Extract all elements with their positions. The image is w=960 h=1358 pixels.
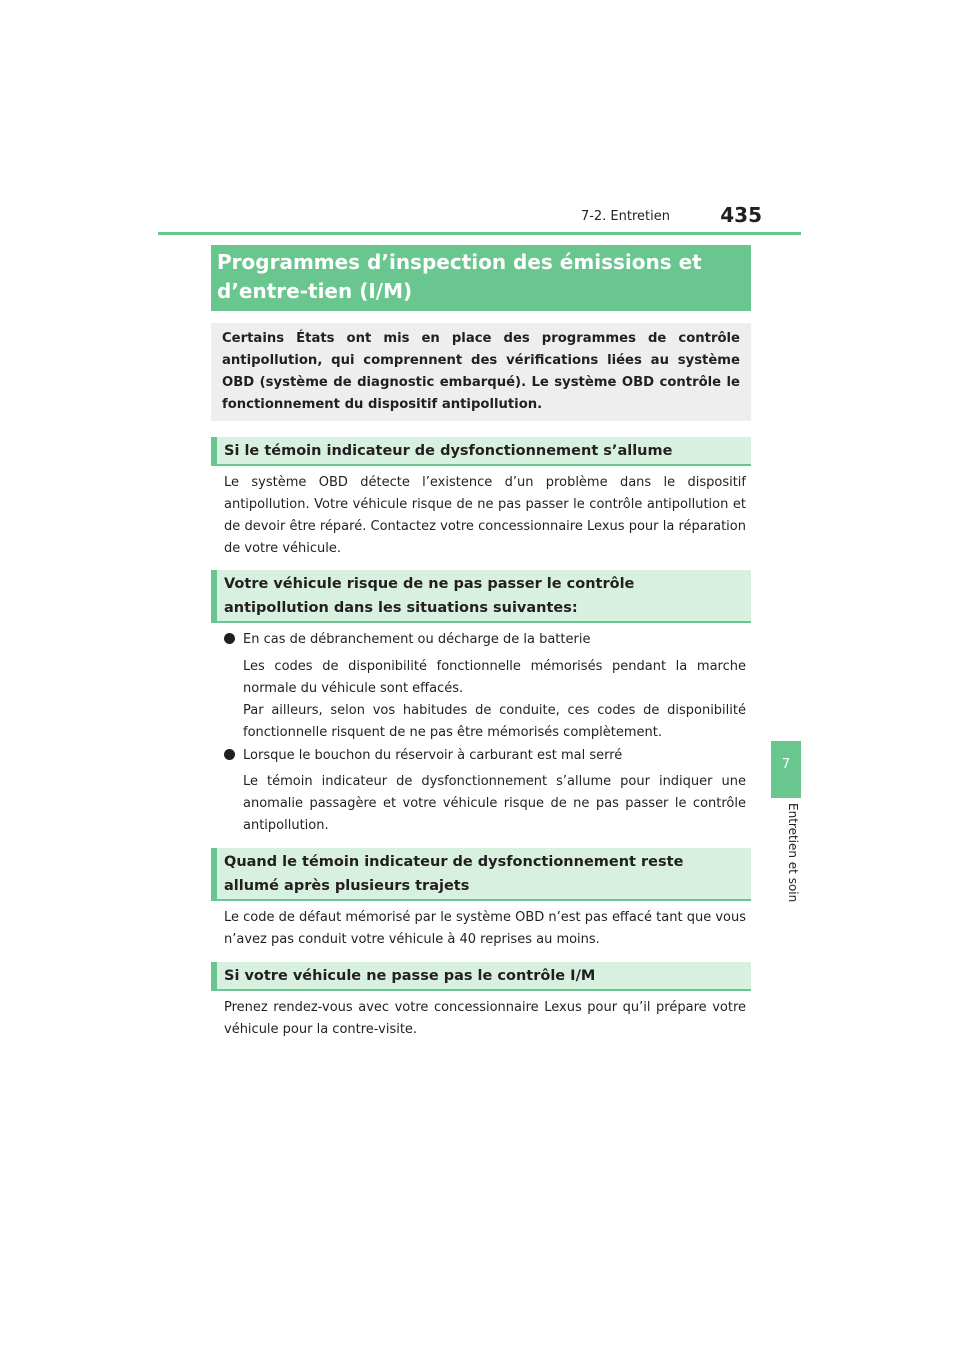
bullet-title: En cas de débranchement ou décharge de la batterie: [243, 632, 591, 647]
header-divider: [158, 232, 801, 235]
section-text-im-fail: Prenez rendez-vous avec votre concessionnaire Lexus pour qu’il prépare votre véhicule pour la contre-visite.: [224, 1000, 746, 1037]
chapter-tab: 7: [771, 741, 801, 798]
bullet-item-fuel-cap: [224, 745, 746, 767]
section-text-light-stays-on: Le code de défaut mémorisé par le système OBD n’est pas effacé tant que vous n’avez pas conduit votre véhicule à 40 reprises au moins.: [224, 910, 746, 947]
bullet-body-battery-extra: Par ailleurs, selon vos habitudes de conduite, ces codes de disponibilité fonctionnelle risquent de ne pas être mémorisés complètement.: [243, 703, 746, 740]
page-title: Programmes d’inspection des émissions et d’entre-tien (I/M): [211, 245, 751, 311]
bullet-title: Lorsque le bouchon du réservoir à carburant est mal serré: [243, 748, 623, 763]
section-title: 7-2. Entretien: [580, 209, 670, 224]
chapter-label: Entretien et soin: [786, 803, 800, 903]
section-heading-malfunction-light: Si le témoin indicateur de dysfonctionnement s’allume: [211, 437, 751, 466]
page-number: 435: [720, 203, 762, 227]
bullet-body-fuel-cap: Le témoin indicateur de dysfonctionnement s’allume pour indiquer une anomalie passagère et votre véhicule risque de ne pas passer le contrôle antipollution.: [243, 774, 746, 833]
section-heading-fail-situations: Votre véhicule risque de ne pas passer le contrôle antipollution dans les situations suivantes:: [211, 570, 751, 623]
section-text-malfunction-light: Le système OBD détecte l’existence d’un problème dans le dispositif antipollution. Votre véhicule risque de ne pas passer le contrôle antipollution et de devoir être réparé. Contactez votre concessionnaire Lexus pour la réparation de votre véhicule.: [224, 475, 746, 556]
section-heading-light-stays-on: Quand le témoin indicateur de dysfonctionnement reste allumé après plusieurs trajets: [211, 848, 751, 901]
bullet-body-battery: Les codes de disponibilité fonctionnelle mémorisés pendant la marche normale du véhicule sont effacés.: [243, 659, 746, 696]
intro-box: Certains États ont mis en place des programmes de contrôle antipollution, qui comprennent des vérifications liées au système OBD (système de diagnostic embarqué). Le système OBD contrôle le fonctionnement du dispositif antipollution.: [211, 323, 751, 421]
bullet-icon: [224, 633, 235, 644]
section-heading-im-fail: Si votre véhicule ne passe pas le contrôle I/M: [211, 962, 751, 991]
bullet-item-battery: [224, 629, 746, 651]
bullet-icon: [224, 749, 235, 760]
